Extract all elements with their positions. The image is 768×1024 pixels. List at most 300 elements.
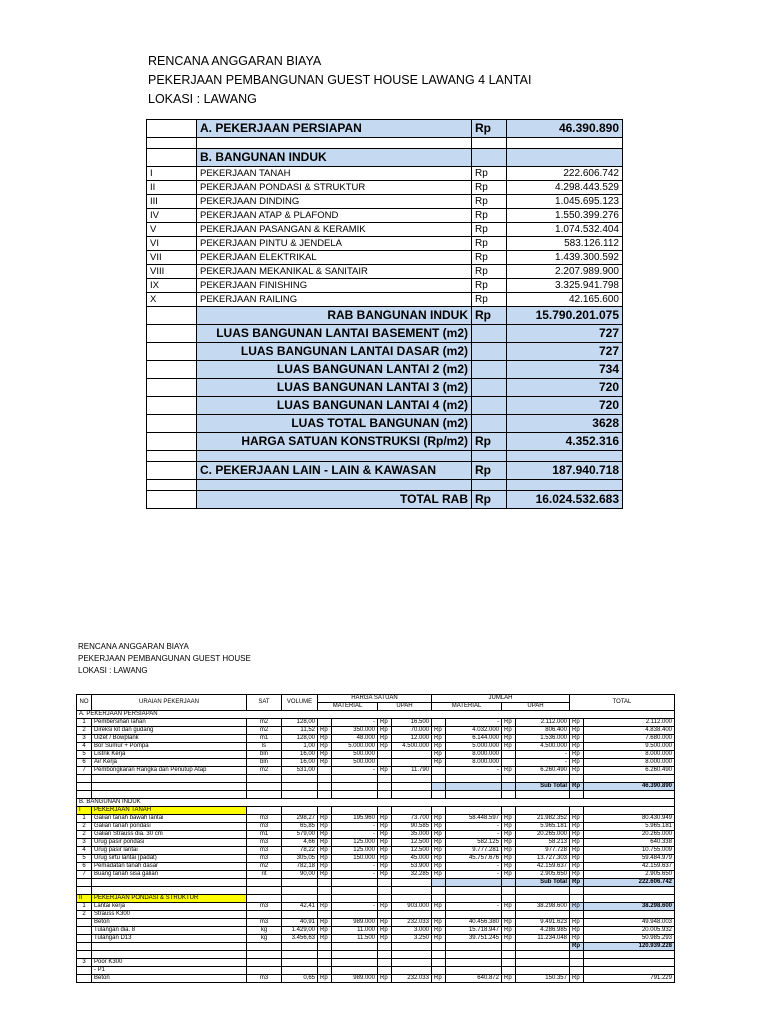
cell-volume: 579,00	[282, 831, 318, 839]
cell-rp: Rp	[378, 855, 392, 863]
table-row	[77, 831, 675, 839]
cell-rp: Rp	[570, 847, 584, 855]
cell-rp	[432, 767, 446, 775]
summary-b-label: B. BANGUNAN INDUK	[197, 149, 472, 167]
cell-uraian: Beton	[92, 975, 247, 983]
summary-item-no: I	[147, 167, 197, 181]
cell-no	[77, 935, 92, 943]
summary-row-b	[147, 149, 623, 167]
cell-jumlah-upah: 21.982.352	[516, 815, 570, 823]
cell-rp: Rp	[502, 863, 516, 871]
summary-item-row	[147, 223, 623, 237]
summary-area-value: 727	[507, 325, 623, 343]
cell-rp: Rp	[432, 935, 446, 943]
subsection-i-row: I PEKERJAAN TANAH	[77, 807, 675, 815]
cell-upah	[392, 959, 432, 967]
cell-total: 5.965.181	[584, 823, 675, 831]
cell-total: 9.500.000	[584, 743, 675, 751]
cell-rp: Rp	[378, 863, 392, 871]
cell-jumlah-material: -	[446, 831, 502, 839]
cell-no: 7	[77, 767, 92, 775]
cell-uraian: Galian tanah pondasi	[92, 823, 247, 831]
cell-uraian: Pemadatan tanah dasar	[92, 863, 247, 871]
cell-jumlah-material: -	[446, 767, 502, 775]
summary-item-label: PEKERJAAN TANAH	[197, 167, 472, 181]
cell-upah: 12.500	[392, 847, 432, 855]
cell-material: -	[332, 831, 378, 839]
cell-rp	[378, 911, 392, 919]
cell-rp: Rp	[502, 903, 516, 911]
summary-row-a: A. PEKERJAAN PERSIAPAN Rp 46.390.890	[147, 120, 623, 138]
cell-no: 3	[77, 735, 92, 743]
cell-uraian: Urug pasir pondasi	[92, 839, 247, 847]
cell-total: 8.000.000	[584, 759, 675, 767]
cell-no: 2	[77, 823, 92, 831]
table-row	[77, 847, 675, 855]
cell-rp: Rp	[432, 743, 446, 751]
col-upah-2: UPAH	[502, 703, 570, 711]
cell-uraian: Listrik Kerja	[92, 751, 247, 759]
cell-sat: kg	[247, 935, 282, 943]
cell-sat: m3	[247, 855, 282, 863]
cell-rp: Rp	[378, 767, 392, 775]
cell-material: 989.000	[332, 919, 378, 927]
cell-jumlah-upah: 11.234.048	[516, 935, 570, 943]
cell-jumlah-material	[446, 911, 502, 919]
cell-rp: Rp	[502, 847, 516, 855]
cell-uraian: Urug sirtu lantai (padat)	[92, 855, 247, 863]
cell-rp: Rp	[378, 719, 392, 727]
cell-upah	[392, 759, 432, 767]
cell-total: 10.755.009	[584, 847, 675, 855]
cell-material: 11.500	[332, 935, 378, 943]
cell-volume: 128,00	[282, 719, 318, 727]
cell-rp: Rp	[432, 815, 446, 823]
cell-uraian: - P1	[92, 967, 247, 975]
table-row	[77, 751, 675, 759]
subtotal-i-row: Sub Total Rp 222.606.742	[77, 879, 675, 887]
summary-item-label: PEKERJAAN RAILING	[197, 293, 472, 307]
cell-jumlah-upah: 977.728	[516, 847, 570, 855]
summary-item-row	[147, 251, 623, 265]
cell-total	[584, 967, 675, 975]
cell-jumlah-upah	[516, 911, 570, 919]
summary-area-label: LUAS BANGUNAN LANTAI 3 (m2)	[197, 379, 472, 397]
cell-sat: bln	[247, 759, 282, 767]
table-row	[77, 919, 675, 927]
cell-uraian: Uizet / Bowplank	[92, 735, 247, 743]
cell-rp: Rp	[432, 927, 446, 935]
cell-jumlah-material: -	[446, 823, 502, 831]
cell-sat: m3	[247, 975, 282, 983]
summary-row-total: TOTAL RAB Rp 16.024.532.683	[147, 491, 623, 509]
detail-header-project: PEKERJAAN PEMBANGUNAN GUEST HOUSE	[78, 654, 251, 663]
strauss-total-value: 120.939.228	[584, 943, 675, 951]
summary-area-row	[147, 379, 623, 397]
cell-volume: 11,52	[282, 727, 318, 735]
cell-jumlah-upah: 20.265.000	[516, 831, 570, 839]
cell-uraian: Bor Sumur + Pompa	[92, 743, 247, 751]
cell-rp: Rp	[318, 735, 332, 743]
summary-item-rp: Rp	[472, 195, 507, 209]
cell-uraian: Galian Strauss dia. 30 cm	[92, 831, 247, 839]
cell-rp: Rp	[378, 847, 392, 855]
cell-material: 350.000	[332, 727, 378, 735]
summary-item-amount: 1.045.695.123	[507, 195, 623, 209]
detail-table	[76, 694, 675, 983]
cell-rp: Rp	[502, 735, 516, 743]
cell-sat: ls	[247, 743, 282, 751]
summary-item-rp: Rp	[472, 237, 507, 251]
summary-total-label: TOTAL RAB	[197, 491, 472, 509]
cell-rp: Rp	[570, 727, 584, 735]
summary-item-no: III	[147, 195, 197, 209]
cell-no: 2	[77, 831, 92, 839]
cell-total: 49.948.003	[584, 919, 675, 927]
detail-header-title: RENCANA ANGGARAN BIAYA	[78, 642, 189, 651]
cell-jumlah-material: 6.144.000	[446, 735, 502, 743]
cell-uraian: Pembongkaran Rangka dan Penutup Atap	[92, 767, 247, 775]
cell-volume: 782,18	[282, 863, 318, 871]
cell-rp: Rp	[318, 743, 332, 751]
cell-rp	[318, 719, 332, 727]
cell-rp: Rp	[318, 759, 332, 767]
cell-rp: Rp	[432, 759, 446, 767]
table-row	[77, 727, 675, 735]
table-row	[77, 735, 675, 743]
col-no: NO	[77, 695, 92, 711]
summary-item-amount: 4.298.443.529	[507, 181, 623, 195]
cell-no: 4	[77, 743, 92, 751]
table-row	[77, 855, 675, 863]
summary-item-amount: 42.165.600	[507, 293, 623, 307]
summary-item-label: PEKERJAAN DINDING	[197, 195, 472, 209]
table-row	[77, 975, 675, 983]
summary-item-rp: Rp	[472, 251, 507, 265]
cell-material: -	[332, 719, 378, 727]
cell-material	[332, 911, 378, 919]
summary-area-label: LUAS BANGUNAN LANTAI 2 (m2)	[197, 361, 472, 379]
cell-rp: Rp	[432, 823, 446, 831]
summary-harga-label: HARGA SATUAN KONSTRUKSI (Rp/m2)	[197, 433, 472, 451]
cell-volume: 65,85	[282, 823, 318, 831]
cell-total: 8.000.000	[584, 751, 675, 759]
cell-no: 3	[77, 959, 92, 967]
table-row	[77, 935, 675, 943]
cell-rp: Rp	[378, 871, 392, 879]
strauss-total-row: Rp 120.939.228	[77, 943, 675, 951]
cell-sat: m3	[247, 919, 282, 927]
cell-rp: Rp	[318, 975, 332, 983]
table-row	[77, 967, 675, 975]
cell-uraian: Beton	[92, 919, 247, 927]
cell-rp: Rp	[502, 767, 516, 775]
cell-no	[77, 927, 92, 935]
cell-total: 80.430.949	[584, 815, 675, 823]
cell-rp: Rp	[318, 871, 332, 879]
cell-jumlah-material: 45.757.676	[446, 855, 502, 863]
cell-rp	[502, 967, 516, 975]
subsection-i-label: PEKERJAAN TANAH	[92, 807, 247, 815]
cell-jumlah-upah: 150.357	[516, 975, 570, 983]
cell-jumlah-material: 58.448.597	[446, 815, 502, 823]
cell-material: -	[332, 767, 378, 775]
cell-no: 6	[77, 759, 92, 767]
cell-no: 3	[77, 839, 92, 847]
cell-material: 500.000	[332, 751, 378, 759]
cell-rp: Rp	[432, 903, 446, 911]
summary-area-value: 720	[507, 379, 623, 397]
cell-material: -	[332, 903, 378, 911]
cell-sat: m2	[247, 719, 282, 727]
cell-rp: Rp	[502, 823, 516, 831]
cell-rp: Rp	[378, 903, 392, 911]
cell-sat: rit	[247, 871, 282, 879]
summary-item-row	[147, 279, 623, 293]
cell-rp: Rp	[318, 919, 332, 927]
cell-rp	[318, 959, 332, 967]
cell-jumlah-material: 640.872	[446, 975, 502, 983]
cell-sat: m3	[247, 847, 282, 855]
col-total: TOTAL	[570, 695, 675, 711]
cell-jumlah-upah: 2.905.650	[516, 871, 570, 879]
cell-sat: m3	[247, 815, 282, 823]
cell-jumlah-material: -	[446, 871, 502, 879]
table-row	[77, 903, 675, 911]
cell-rp: Rp	[318, 863, 332, 871]
cell-material: 989.000	[332, 975, 378, 983]
table-row	[77, 823, 675, 831]
cell-sat: m2	[247, 863, 282, 871]
cell-material	[332, 959, 378, 967]
table-row	[77, 815, 675, 823]
summary-item-amount: 1.439.300.592	[507, 251, 623, 265]
cell-total: 640.338	[584, 839, 675, 847]
cell-volume	[282, 911, 318, 919]
cell-jumlah-upah: -	[516, 759, 570, 767]
cell-rp: Rp	[570, 743, 584, 751]
cell-rp: Rp	[502, 935, 516, 943]
cell-material: -	[332, 823, 378, 831]
cell-upah: 16.500	[392, 719, 432, 727]
subtotal-a-value: 46.390.890	[584, 783, 675, 791]
summary-item-label: PEKERJAAN PASANGAN & KERAMIK	[197, 223, 472, 237]
summary-item-row	[147, 293, 623, 307]
cell-jumlah-material: 5.000.000	[446, 743, 502, 751]
cell-rp: Rp	[502, 839, 516, 847]
cell-material: 11.000	[332, 927, 378, 935]
summary-item-no: X	[147, 293, 197, 307]
subtotal-a-label: Sub Total	[516, 783, 570, 791]
table-row	[77, 863, 675, 871]
table-row	[77, 927, 675, 935]
cell-rp: Rp	[570, 855, 584, 863]
cell-rp: Rp	[378, 823, 392, 831]
cell-upah	[392, 967, 432, 975]
cell-sat: m2	[247, 767, 282, 775]
cell-rp	[570, 959, 584, 967]
header-project: PEKERJAAN PEMBANGUNAN GUEST HOUSE LAWANG 4 LANTAI	[148, 73, 532, 87]
cell-jumlah-upah	[516, 959, 570, 967]
summary-item-row	[147, 167, 623, 181]
cell-rp	[378, 959, 392, 967]
cell-upah: 11.790	[392, 767, 432, 775]
cell-rp: Rp	[378, 919, 392, 927]
cell-rp: Rp	[432, 919, 446, 927]
cell-upah: 3.250	[392, 935, 432, 943]
summary-item-no: IX	[147, 279, 197, 293]
cell-sat: m1	[247, 831, 282, 839]
cell-jumlah-upah: 58.213	[516, 839, 570, 847]
cell-volume: 0,65	[282, 975, 318, 983]
cell-rp: Rp	[378, 839, 392, 847]
section-b-row	[77, 799, 675, 807]
cell-upah: 90.585	[392, 823, 432, 831]
col-uraian: URAIAN PEKERJAAN	[92, 695, 247, 711]
cell-no: 5	[77, 855, 92, 863]
summary-item-amount: 2.207.989.900	[507, 265, 623, 279]
cell-rp	[432, 719, 446, 727]
cell-rp: Rp	[570, 759, 584, 767]
cell-jumlah-upah	[516, 967, 570, 975]
cell-jumlah-upah: 38.298.600	[516, 903, 570, 911]
cell-total: 4.838.400	[584, 727, 675, 735]
summary-area-label: LUAS BANGUNAN LANTAI BASEMENT (m2)	[197, 325, 472, 343]
cell-no	[77, 967, 92, 975]
cell-no	[77, 975, 92, 983]
cell-rp: Rp	[502, 727, 516, 735]
cell-upah: 73.700	[392, 815, 432, 823]
cell-rp	[502, 911, 516, 919]
cell-rp: Rp	[502, 855, 516, 863]
cell-total: 2.905.650	[584, 871, 675, 879]
cell-sat: bln	[247, 751, 282, 759]
summary-item-no: II	[147, 181, 197, 195]
cell-rp: Rp	[502, 719, 516, 727]
cell-uraian: Tulangan D13	[92, 935, 247, 943]
header-title: RENCANA ANGGARAN BIAYA	[148, 54, 322, 68]
cell-sat: m3	[247, 903, 282, 911]
cell-rp	[378, 967, 392, 975]
detail-header-row	[77, 695, 675, 703]
summary-item-no: VIII	[147, 265, 197, 279]
table-row	[77, 911, 675, 919]
cell-material: 500.000	[332, 759, 378, 767]
cell-rp: Rp	[570, 815, 584, 823]
summary-c-label: C. PEKERJAAN LAIN - LAIN & KAWASAN	[197, 462, 472, 480]
cell-rp: Rp	[378, 927, 392, 935]
summary-area-label: LUAS BANGUNAN LANTAI DASAR (m2)	[197, 343, 472, 361]
col-harga-satuan: HARGA SATUAN	[318, 695, 432, 703]
cell-material: 195.960	[332, 815, 378, 823]
cell-rp: Rp	[318, 815, 332, 823]
cell-volume: 1,00	[282, 743, 318, 751]
cell-rp: Rp	[502, 743, 516, 751]
cell-no: 1	[77, 815, 92, 823]
summary-area-row	[147, 361, 623, 379]
cell-rp: Rp	[502, 919, 516, 927]
summary-total-amount: 16.024.532.683	[507, 491, 623, 509]
summary-item-label: PEKERJAAN PINTU & JENDELA	[197, 237, 472, 251]
summary-item-rp: Rp	[472, 167, 507, 181]
cell-jumlah-material: 40.456.380	[446, 919, 502, 927]
cell-rp: Rp	[378, 935, 392, 943]
cell-total	[584, 911, 675, 919]
cell-rp: Rp	[378, 831, 392, 839]
cell-upah: 35.000	[392, 831, 432, 839]
cell-volume: 16,00	[282, 751, 318, 759]
cell-rp: Rp	[378, 975, 392, 983]
cell-rp: Rp	[432, 727, 446, 735]
cell-material: 125.000	[332, 847, 378, 855]
col-material-2: MATERIAL	[432, 703, 502, 711]
cell-total: 6.260.490	[584, 767, 675, 775]
cell-material: 150.000	[332, 855, 378, 863]
cell-rp: Rp	[570, 839, 584, 847]
summary-row-harga: HARGA SATUAN KONSTRUKSI (Rp/m2) Rp 4.352.316	[147, 433, 623, 451]
cell-jumlah-upah: 13.727.303	[516, 855, 570, 863]
cell-upah: 232.033	[392, 919, 432, 927]
cell-sat: m1	[247, 735, 282, 743]
cell-jumlah-material: 9.777.281	[446, 847, 502, 855]
summary-item-row	[147, 209, 623, 223]
cell-rp: Rp	[570, 719, 584, 727]
cell-upah: 45.000	[392, 855, 432, 863]
cell-no: 2	[77, 727, 92, 735]
cell-jumlah-material: -	[446, 863, 502, 871]
cell-volume: 4,66	[282, 839, 318, 847]
summary-rab-amount: 15.790.201.075	[507, 307, 623, 325]
cell-material: -	[332, 871, 378, 879]
cell-jumlah-upah: 9.491.623	[516, 919, 570, 927]
cell-volume: 305,05	[282, 855, 318, 863]
cell-rp: Rp	[570, 751, 584, 759]
cell-jumlah-upah: 806.400	[516, 727, 570, 735]
cell-sat	[247, 959, 282, 967]
cell-uraian: Tulangan dia. 8	[92, 927, 247, 935]
cell-no: 4	[77, 847, 92, 855]
cell-total: 50.985.293	[584, 935, 675, 943]
cell-rp: Rp	[570, 823, 584, 831]
cell-rp: Rp	[570, 735, 584, 743]
cell-rp	[318, 911, 332, 919]
summary-item-no: V	[147, 223, 197, 237]
table-row	[77, 839, 675, 847]
cell-rp: Rp	[318, 847, 332, 855]
cell-total: 7.680.000	[584, 735, 675, 743]
cell-sat: m3	[247, 839, 282, 847]
summary-item-rp: Rp	[472, 209, 507, 223]
header-location: LOKASI : LAWANG	[148, 92, 257, 106]
cell-rp: Rp	[432, 871, 446, 879]
cell-rp: Rp	[570, 935, 584, 943]
cell-rp: Rp	[378, 735, 392, 743]
cell-upah	[392, 911, 432, 919]
summary-item-label: PEKERJAAN ATAP & PLAFOND	[197, 209, 472, 223]
cell-no	[77, 919, 92, 927]
cell-jumlah-upah: 4.500.000	[516, 743, 570, 751]
cell-upah: 32.285	[392, 871, 432, 879]
cell-uraian: Galian tanah bawah lantai	[92, 815, 247, 823]
cell-jumlah-upah: 2.112.000	[516, 719, 570, 727]
cell-uraian: Pembersihan lahan	[92, 719, 247, 727]
cell-rp	[570, 967, 584, 975]
cell-jumlah-material: 582.125	[446, 839, 502, 847]
cell-rp: Rp	[432, 735, 446, 743]
summary-area-value: 720	[507, 397, 623, 415]
cell-rp: Rp	[502, 975, 516, 983]
cell-upah: 3.000	[392, 927, 432, 935]
